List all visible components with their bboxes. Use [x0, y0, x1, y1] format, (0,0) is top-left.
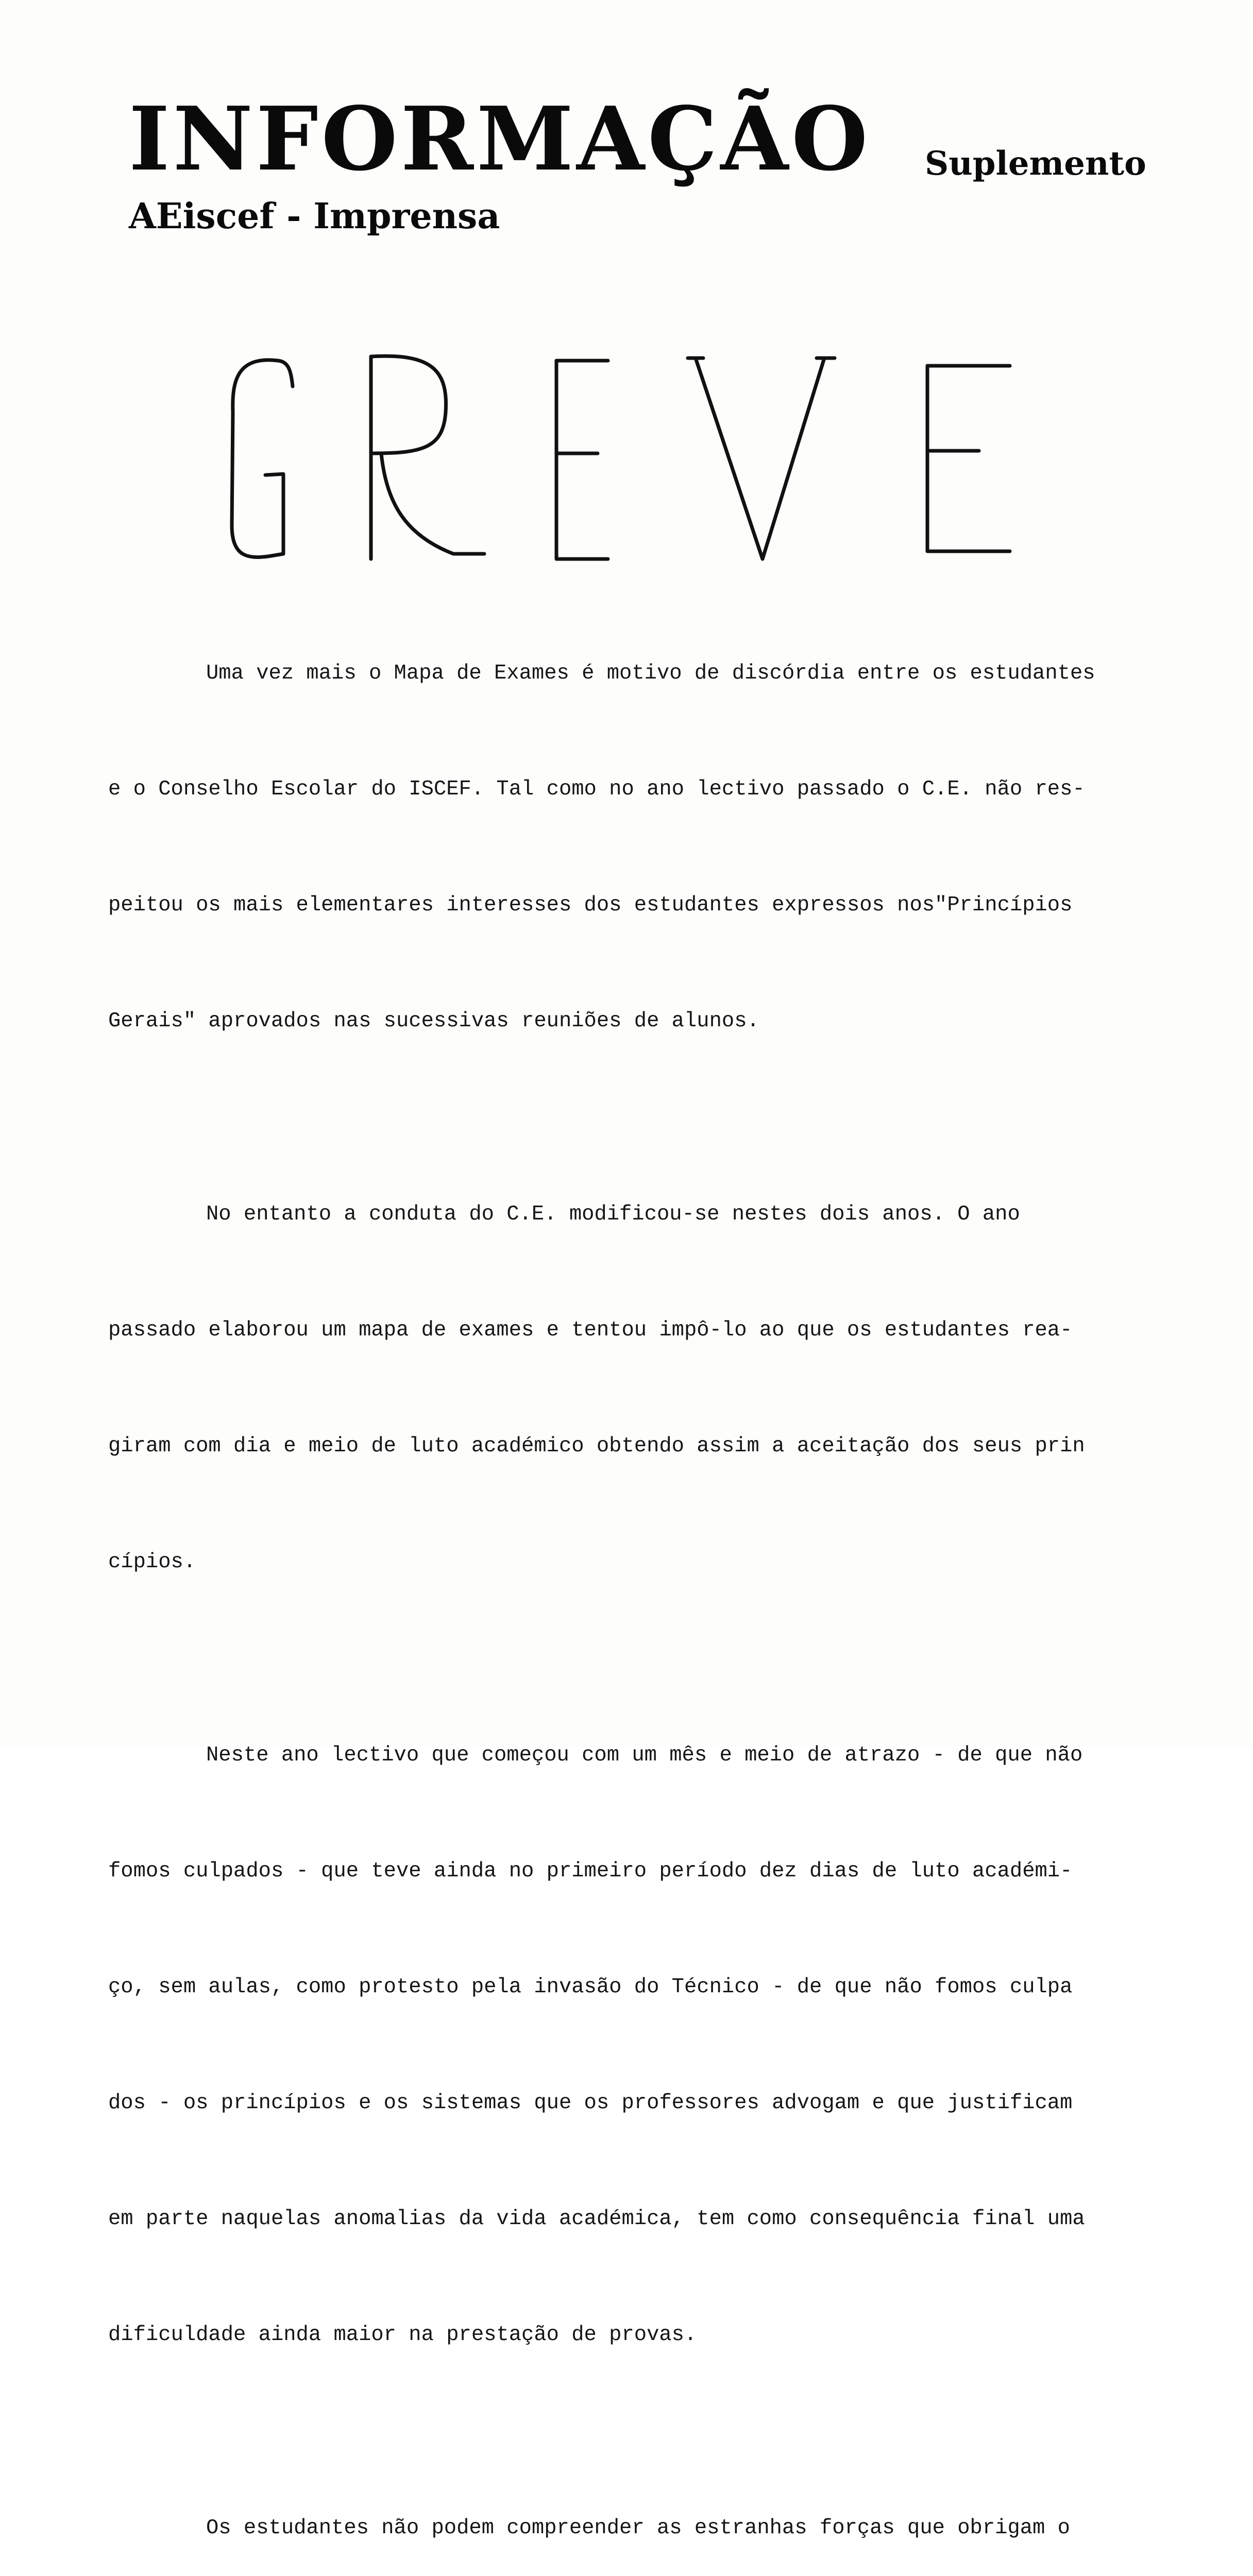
text-line: em parte naquelas anomalias da vida académica, tem como consequência final uma	[108, 2207, 1085, 2231]
text-line: fomos culpados - que teve ainda no primeiro período dez dias de luto académi-	[108, 1859, 1073, 1883]
paragraph	[108, 1118, 1180, 1659]
headline	[216, 350, 1051, 567]
article-body	[108, 577, 1180, 2576]
masthead-suffix: Suplemento	[925, 144, 1146, 183]
letter-e	[556, 361, 608, 559]
masthead-title: INFORMAÇÃO	[129, 88, 871, 191]
text-line: Gerais" aprovados nas sucessivas reuniões de alunos.	[108, 1009, 759, 1033]
text-line: e o Conselho Escolar do ISCEF. Tal como no ano lectivo passado o C.E. não res-	[108, 777, 1085, 801]
text-line: No entanto a conduta do C.E. modificou-se nestes dois anos. O ano	[206, 1202, 1020, 1226]
letter-v	[696, 358, 824, 559]
paragraph	[108, 2432, 1180, 2576]
text-line: Os estudantes não podem compreender as estranhas forças que obrigam o	[206, 2516, 1070, 2540]
text-line: Neste ano lectivo que começou com um mês e meio de atrazo - de que não	[206, 1743, 1083, 1767]
text-line: ço, sem aulas, como protesto pela invasão do Técnico - de que não fomos culpa	[108, 1975, 1073, 1999]
letter-g	[232, 360, 283, 557]
text-line: cípios.	[108, 1550, 196, 1574]
text-line: Uma vez mais o Mapa de Exames é motivo de discórdia entre os estudantes	[206, 662, 1095, 685]
headline-lettering	[216, 350, 1051, 567]
masthead	[129, 88, 1211, 250]
text-line: peitou os mais elementares interesses dos estudantes expressos nos"Princípios	[108, 893, 1073, 917]
letter-e2	[927, 366, 1010, 551]
text-line: dos - os princípios e os sistemas que os professores advogam e que justificam	[108, 2091, 1073, 2115]
paragraph	[108, 1659, 1180, 2432]
text-line: dificuldade ainda maior na prestação de provas.	[108, 2323, 697, 2347]
text-line: passado elaborou um mapa de exames e tentou impô-lo ao que os estudantes rea-	[108, 1318, 1073, 1342]
text-line: giram com dia e meio de luto académico obtendo assim a aceitação dos seus prin	[108, 1434, 1085, 1458]
paragraph	[108, 577, 1180, 1118]
masthead-subtitle: AEiscef - Imprensa	[129, 196, 500, 237]
